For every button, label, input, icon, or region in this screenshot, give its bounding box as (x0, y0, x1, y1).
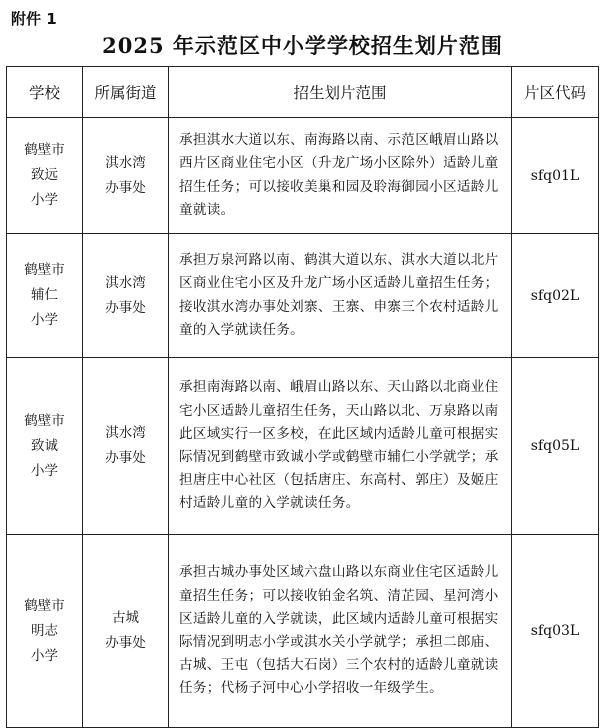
header-school: 学校 (7, 67, 83, 118)
table-header-row (7, 67, 599, 118)
school-name: 鹤壁市 明志 小学 (7, 535, 83, 728)
enrollment-scope: 承担古城办事处区域六盘山路以东商业住宅区适龄儿童招生任务；可以接收铂金名筑、清芷园、星河湾小区适龄儿童的入学就读，此区域内适龄儿童可根据实际情况到明志小学或淇水关小学就学；承担二郎庙、古城、王屯（包括大石岗）三个农村的适龄儿童就读任务；代杨子河中心小学招收一年级学生。 (169, 535, 512, 728)
street-office: 淇水湾 办事处 (83, 234, 169, 358)
street-office: 淇水湾 办事处 (83, 358, 169, 535)
zone-code: sfq03L (512, 535, 599, 728)
enrollment-zone-table (6, 66, 599, 728)
zone-code: sfq02L (512, 234, 599, 358)
school-name: 鹤壁市 致诚 小学 (7, 358, 83, 535)
header-scope: 招生划片范围 (169, 67, 512, 118)
document-title: 2025 年示范区中小学学校招生划片范围 (102, 33, 503, 58)
table-row (7, 358, 599, 535)
enrollment-scope: 承担万泉河路以南、鹤淇大道以东、淇水大道以北片区商业住宅小区及升龙广场小区适龄儿童招生任务；接收淇水湾办事处刘寨、王寨、申寨三个农村适龄儿童的入学就读任务。 (169, 234, 512, 358)
street-office: 古城 办事处 (83, 535, 169, 728)
header-street: 所属街道 (83, 67, 169, 118)
table-row (7, 234, 599, 358)
street-office: 淇水湾 办事处 (83, 118, 169, 234)
zone-code: sfq01L (512, 118, 599, 234)
zone-code: sfq05L (512, 358, 599, 535)
enrollment-scope: 承担淇水大道以东、南海路以南、示范区峨眉山路以西片区商业住宅小区（升龙广场小区除外）适龄儿童招生任务；可以接收美巢和园及聆海御园小区适龄儿童就读。 (169, 118, 512, 234)
school-name: 鹤壁市 致远 小学 (7, 118, 83, 234)
table-row (7, 118, 599, 234)
enrollment-scope: 承担南海路以南、峨眉山路以东、天山路以北商业住宅小区适龄儿童招生任务，天山路以北、万泉路以南此区域实行一区多校，在此区域内适龄儿童可根据实际情况到鹤壁市致诚小学或鹤壁市辅仁小学就学；承担唐庄中心社区（包括唐庄、东高村、郭庄）及姬庄村适龄儿童的入学就读任务。 (169, 358, 512, 535)
header-code: 片区代码 (512, 67, 599, 118)
school-name: 鹤壁市 辅仁 小学 (7, 234, 83, 358)
attachment-label: 附件 1 (11, 10, 57, 28)
